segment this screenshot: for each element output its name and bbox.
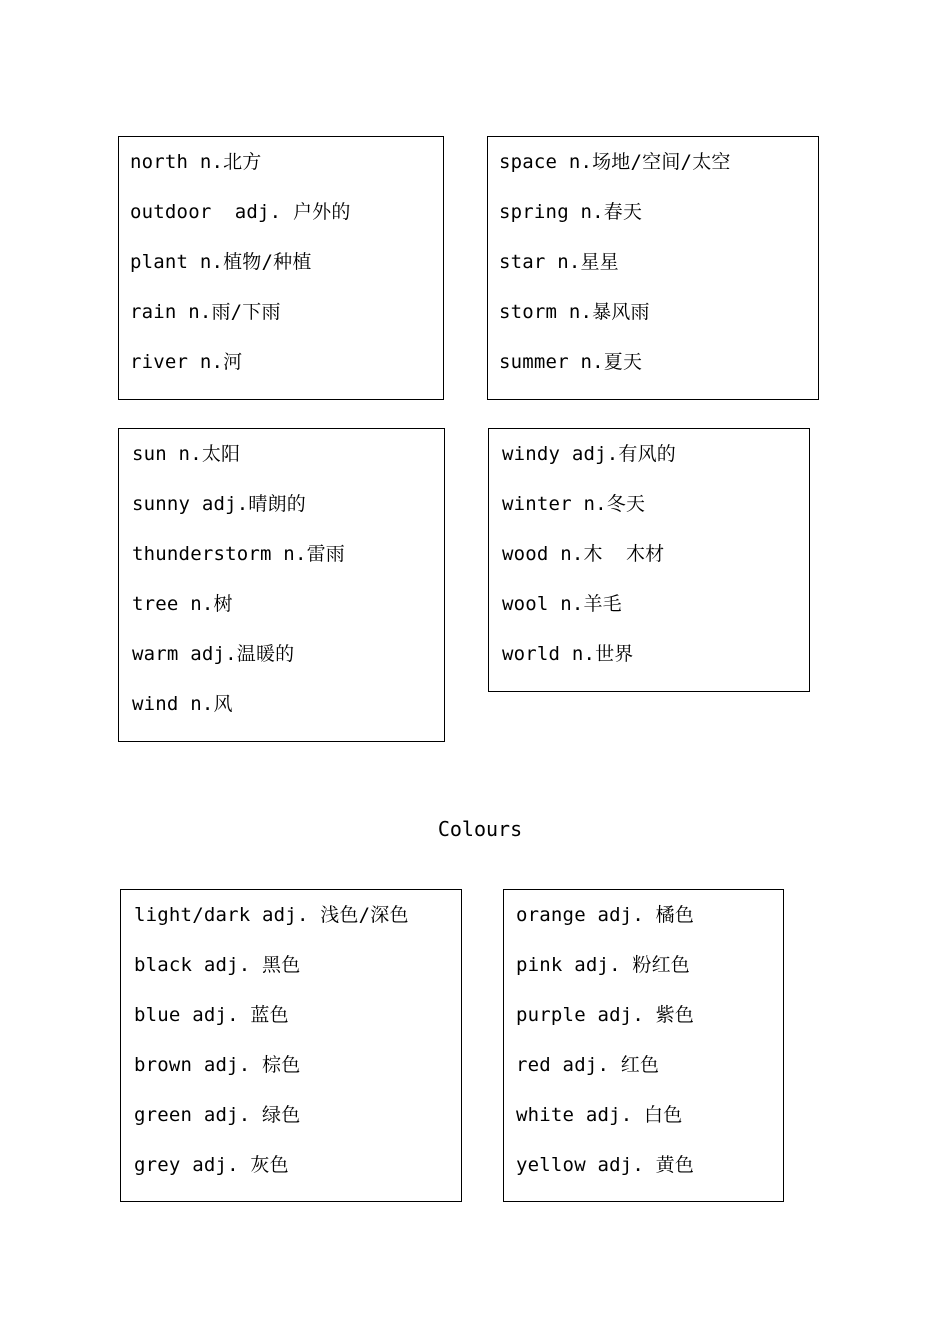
vocab-entry: brown adj. 棕色: [134, 1054, 301, 1076]
vocab-entry: spring n.春天: [499, 201, 643, 223]
vocab-entry: white adj. 白色: [516, 1104, 683, 1126]
vocab-entry: purple adj. 紫色: [516, 1004, 695, 1026]
vocab-entry: wind n.风: [132, 693, 233, 715]
vocab-box-north-river: [118, 136, 444, 400]
vocab-box-colours-right: [503, 889, 784, 1202]
vocab-entry: world n.世界: [502, 643, 634, 665]
vocab-entry: river n.河: [130, 351, 243, 373]
vocab-entry: grey adj. 灰色: [134, 1154, 289, 1176]
vocab-entry: pink adj. 粉红色: [516, 954, 690, 976]
vocab-entry: sun n.太阳: [132, 443, 241, 465]
vocab-entry: space n.场地/空间/太空: [499, 151, 731, 173]
vocab-entry: winter n.冬天: [502, 493, 646, 515]
vocab-entry: wood n.木 木材: [502, 543, 665, 565]
vocab-entry: yellow adj. 黄色: [516, 1154, 695, 1176]
vocab-entry: sunny adj.晴朗的: [132, 493, 306, 515]
vocab-box-sun-wind: [118, 428, 445, 742]
vocab-entry: orange adj. 橘色: [516, 904, 695, 926]
vocab-entry: plant n.植物/种植: [130, 251, 312, 273]
vocab-box-space-summer: [487, 136, 819, 400]
vocab-entry: red adj. 红色: [516, 1054, 660, 1076]
vocab-entry: light/dark adj. 浅色/深色: [134, 904, 409, 926]
vocab-entry: north n.北方: [130, 151, 262, 173]
vocab-entry: summer n.夏天: [499, 351, 643, 373]
vocab-entry: rain n.雨/下雨: [130, 301, 281, 323]
vocab-entry: storm n.暴风雨: [499, 301, 650, 323]
vocab-entry: thunderstorm n.雷雨: [132, 543, 345, 565]
vocab-entry: windy adj.有风的: [502, 443, 676, 465]
vocab-box-colours-left: [120, 889, 462, 1202]
vocab-entry: wool n.羊毛: [502, 593, 622, 615]
vocab-entry: outdoor adj. 户外的: [130, 201, 351, 223]
vocab-entry: warm adj.温暖的: [132, 643, 295, 665]
vocab-entry: green adj. 绿色: [134, 1104, 301, 1126]
vocab-entry: star n.星星: [499, 251, 619, 273]
section-heading-colours: Colours: [437, 817, 523, 841]
vocab-entry: black adj. 黑色: [134, 954, 301, 976]
vocab-entry: tree n.树: [132, 593, 233, 615]
vocab-box-windy-world: [488, 428, 810, 692]
vocab-entry: blue adj. 蓝色: [134, 1004, 289, 1026]
